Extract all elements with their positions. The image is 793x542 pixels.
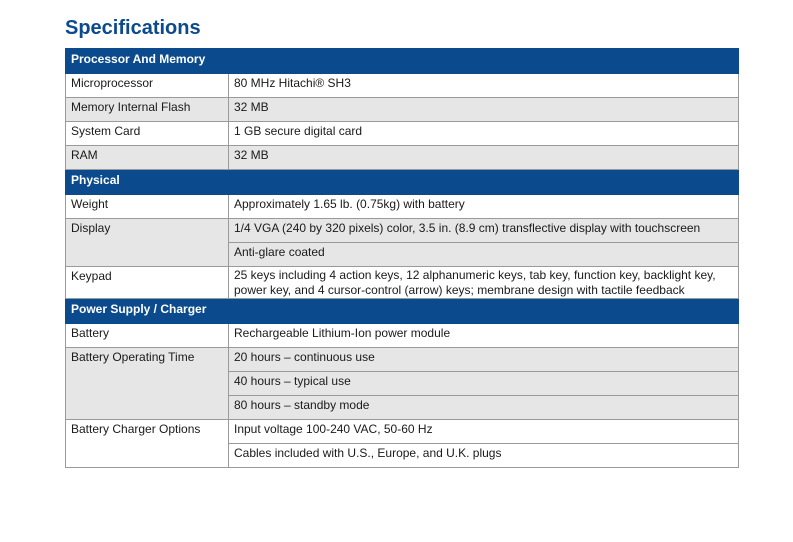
table-row	[66, 146, 739, 170]
section-header-processor	[66, 49, 739, 74]
spec-label: Battery	[66, 324, 229, 348]
spec-label: Battery Operating Time	[66, 348, 229, 420]
table-row	[66, 324, 739, 348]
table-row	[66, 267, 739, 299]
spec-value-line: power key, and 4 cursor-control (arrow) keys; membrane design with tactile feedback	[234, 283, 685, 297]
spec-value: 1 GB secure digital card	[229, 122, 739, 146]
table-row	[66, 74, 739, 98]
spec-value: 1/4 VGA (240 by 320 pixels) color, 3.5 in. (8.9 cm) transflective display with touchscreen	[229, 219, 739, 243]
spec-label: Memory Internal Flash	[66, 98, 229, 122]
spec-value	[229, 267, 739, 299]
spec-label: RAM	[66, 146, 229, 170]
spec-value: 80 hours – standby mode	[229, 396, 739, 420]
section-title: Physical	[66, 170, 739, 195]
spec-value-line: 25 keys including 4 action keys, 12 alphanumeric keys, tab key, function key, backlight key,	[234, 268, 716, 282]
spec-value: Anti-glare coated	[229, 243, 739, 267]
table-row	[66, 122, 739, 146]
spec-value: Cables included with U.S., Europe, and U.K. plugs	[229, 444, 739, 468]
page-title: Specifications	[65, 17, 201, 39]
table-row	[66, 219, 739, 243]
spec-label: Microprocessor	[66, 74, 229, 98]
table-row	[66, 195, 739, 219]
spec-value: Rechargeable Lithium-Ion power module	[229, 324, 739, 348]
specifications-table	[65, 48, 739, 468]
spec-value: 32 MB	[229, 146, 739, 170]
spec-value: Approximately 1.65 lb. (0.75kg) with battery	[229, 195, 739, 219]
section-header-physical	[66, 170, 739, 195]
spec-value: 40 hours – typical use	[229, 372, 739, 396]
spec-value: 32 MB	[229, 98, 739, 122]
spec-label: Display	[66, 219, 229, 267]
spec-value: 80 MHz Hitachi® SH3	[229, 74, 739, 98]
section-header-power	[66, 299, 739, 324]
spec-value: 20 hours – continuous use	[229, 348, 739, 372]
spec-label: Weight	[66, 195, 229, 219]
spec-label: Keypad	[66, 267, 229, 299]
spec-value: Input voltage 100-240 VAC, 50-60 Hz	[229, 420, 739, 444]
table-row	[66, 348, 739, 372]
table-row	[66, 98, 739, 122]
section-title: Processor And Memory	[66, 49, 739, 74]
spec-label: Battery Charger Options	[66, 420, 229, 468]
section-title: Power Supply / Charger	[66, 299, 739, 324]
spec-label: System Card	[66, 122, 229, 146]
table-row	[66, 420, 739, 444]
